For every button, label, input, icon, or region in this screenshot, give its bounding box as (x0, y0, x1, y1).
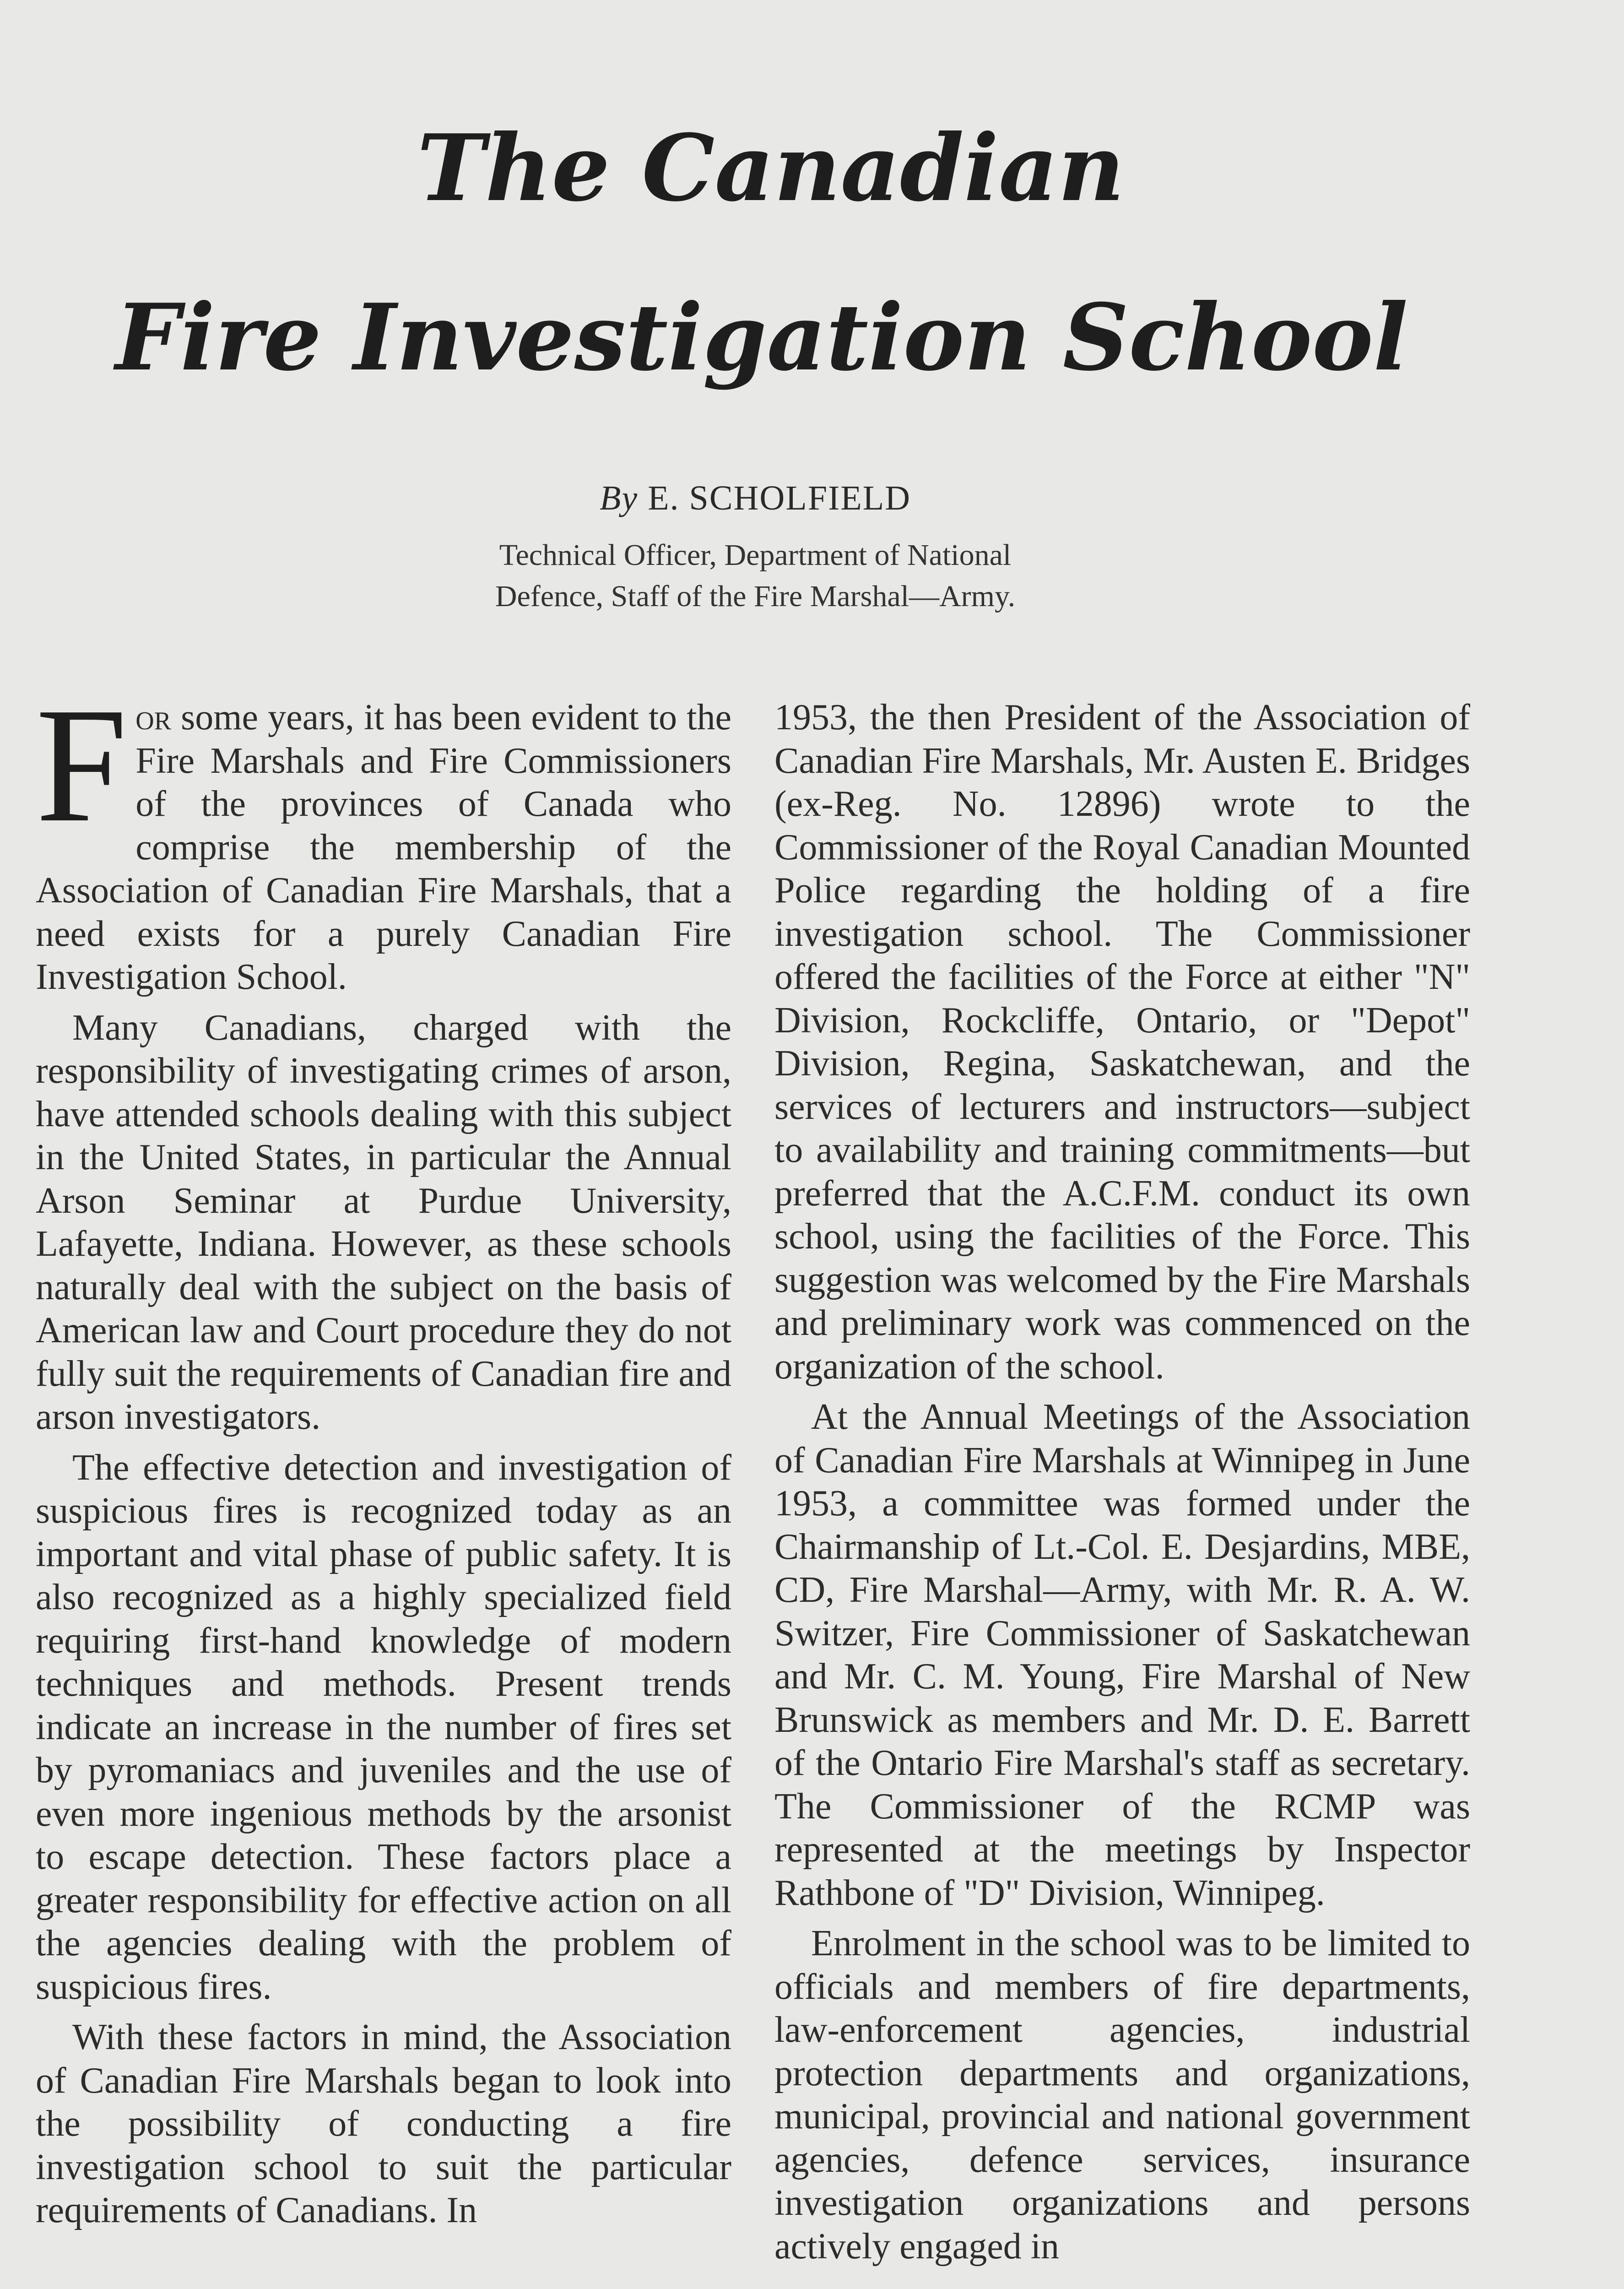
paragraph-4: With these factors in mind, the Association of Canadian Fire Marshals began to look into the possibility of conducting a fire investigation school to suit the particular requirements of Canadians. In (36, 2017, 731, 2230)
paragraph-5: 1953, the then President of the Association of Canadian Fire Marshals, Mr. Austen E. Bridges (ex-Reg. No. 12896) wrote to the Commissioner of the Royal Canadian Mounted Police regarding the holding of a fire investigation school. The Commissioner offered the facilities of the Force at either "N" Division, Rockcliffe, Ontario, or "Depot" Division, Regina, Saskatchewan, and the services of lecturers and instructors—subject to availability and training commitments—but preferred that the A.C.F.M. conduct its own school, using the facilities of the Force. This suggestion was welcomed by the Fire Marshals and preliminary work was commenced on the organization of the school. (774, 697, 1470, 1387)
drop-cap: F (36, 673, 128, 856)
paragraph-3: The effective detection and investigation of suspicious fires is recognized today as an important and vital phase of public safety. It is also recognized as a highly specialized field requiring first-hand knowledge of modern techniques and methods. Present trends indicate an increase in the number of fires set by pyromaniacs and juveniles and the use of even more ingenious methods by the arsonist to escape detection. These factors place a greater responsibility for effective action on all the agencies dealing with the problem of suspicious fires. (36, 1447, 731, 2007)
paragraph-2: Many Canadians, charged with the responsibility of investigating crimes of arson, have attended schools dealing with this subject in the United States, in particular the Annual Arson Seminar at Purdue University, Lafayette, Indiana. However, as these schools naturally deal with the subject on the basis of American law and Court procedure they do not fully suit the requirements of Canadian fire and arson investigators. (36, 1007, 731, 1437)
article-title-line-1: The Canadian (417, 114, 1125, 222)
article-title-line-2: Fire Investigation School (115, 284, 1408, 391)
right-column (774, 696, 1470, 2275)
author-affiliation-line-2: Defence, Staff of the Fire Marshal—Army. (495, 580, 1016, 613)
byline-author: E. SCHOLFIELD (648, 479, 911, 517)
paragraph-7: Enrolment in the school was to be limited to officials and members of fire departments, law-enforcement agencies, industrial protection departments and organizations, municipal, provincial and national government agencies, defence services, insurance investigation organizations and persons actively engaged in (774, 1923, 1470, 2267)
paragraph-6: At the Annual Meetings of the Association of Canadian Fire Marshals at Winnipeg in June 1953, a committee was formed under the Chairmanship of Lt.-Col. E. Desjardins, MBE, CD, Fire Marshal—Army, with Mr. R. A. W. Switzer, Fire Commissioner of Saskatchewan and Mr. C. M. Young, Fire Marshal of New Brunswick as members and Mr. D. E. Barrett of the Ontario Fire Marshal's staff as secretary. The Commissioner of the RCMP was represented at the meetings by Inspector Rathbone of "D" Division, Winnipeg. (774, 1397, 1470, 1913)
paragraph-1-text: some years, it has been evident to the Fire Marshals and Fire Commissioners of the provinces of Canada who comprise the membership of the Association of Canadian Fire Marshals, that a need exists for a purely Canadian Fire Investigation School. (36, 697, 731, 997)
paragraph-1 (36, 673, 731, 999)
paragraph-1-lead: or (135, 697, 172, 738)
byline (0, 478, 1510, 518)
left-column (36, 673, 731, 2240)
author-affiliation-line-1: Technical Officer, Department of National (499, 538, 1012, 572)
byline-by: By (599, 479, 639, 517)
